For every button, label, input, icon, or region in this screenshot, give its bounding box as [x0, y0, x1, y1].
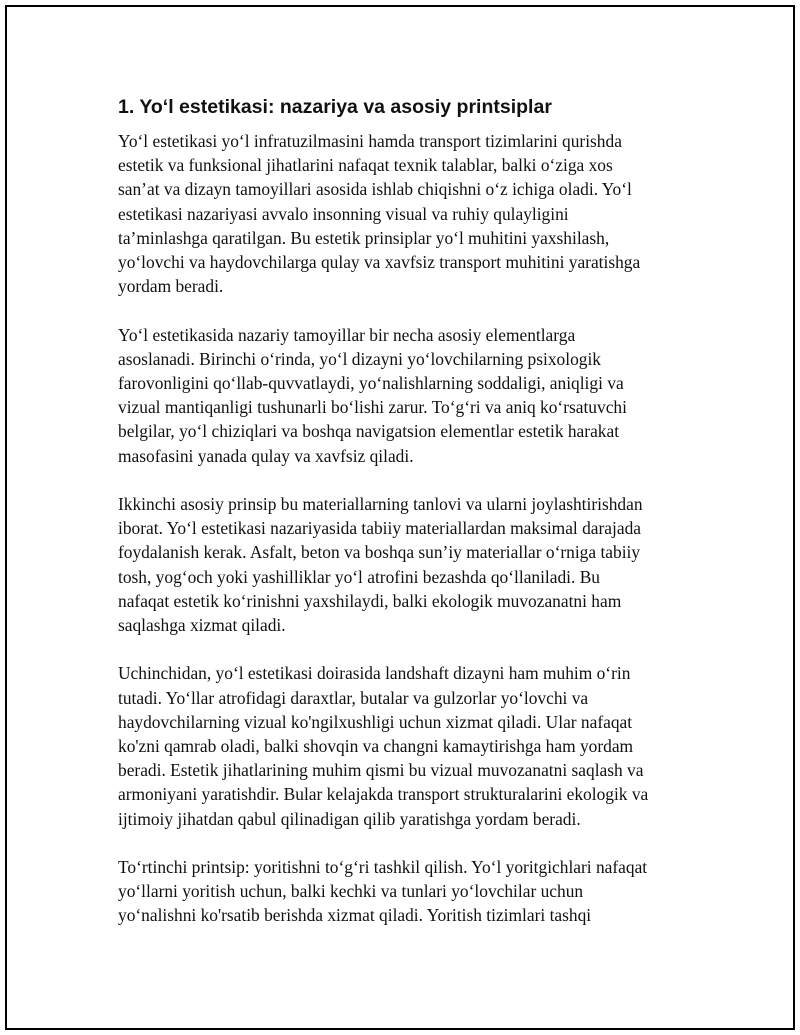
paragraph-4 [118, 661, 693, 830]
paragraph-line: armoniyani yaratishdir. Bular kelajakda transport strukturalarini ekologik va [118, 784, 649, 805]
paragraph-line: nafaqat estetik ko‘rinishni yaxshilaydi, balki ekologik muvozanatni ham [118, 590, 622, 611]
paragraph-line: ta’minlashga qaratilgan. Bu estetik prinsiplar yo‘l muhitini yaxshilash, [118, 227, 610, 248]
paragraph-line: foydalanish kerak. Asfalt, beton va boshqa sun’iy materiallar o‘rniga tabiiy [118, 542, 641, 563]
paragraph-line: masofasini yanada qulay va xavfsiz qiladi. [118, 445, 414, 466]
paragraph-line: asoslanadi. Birinchi o‘rinda, yo‘l dizayni yo‘lovchilarning psixologik [118, 348, 601, 369]
paragraph-1 [118, 129, 693, 298]
paragraph-line: san’at va dizayn tamoyillari asosida ishlab chiqishni o‘z ichiga oladi. Yo‘l [118, 179, 632, 200]
paragraph-line: yo‘llarni yoritish uchun, balki kechki va tunlari yo‘lovchilar uchun [118, 881, 584, 902]
paragraph-line: estetik va funksional jihatlarini nafaqat texnik talablar, balki o‘ziga xos [118, 155, 613, 176]
paragraph-2 [118, 323, 693, 468]
paragraph-line: ijtimoiy jihatdan qabul qilinadigan qilib yaratishga yordam beradi. [118, 808, 581, 829]
paragraph-line: saqlashga xizmat qiladi. [118, 615, 286, 636]
paragraph-line: Uchinchidan, yo‘l estetikasi doirasida landshaft dizayni ham muhim o‘rin [118, 663, 631, 684]
paragraph-line: yo‘lovchi va haydovchilarga qulay va xavfsiz transport muhitini yaratishga [118, 252, 641, 273]
paragraph-line: belgilar, yo‘l chiziqlari va boshqa navigatsion elementlar estetik harakat [118, 421, 620, 442]
paragraph-line: iborat. Yo‘l estetikasi nazariyasida tabiiy materiallardan maksimal darajada [118, 518, 641, 539]
paragraph-5 [118, 855, 693, 928]
paragraph-line: vizual mantiqanligi tushunarli bo‘lishi zarur. To‘g‘ri va aniq ko‘rsatuvchi [118, 397, 627, 418]
section-heading: 1. Yo‘l estetikasi: nazariya va asosiy printsiplar [118, 96, 552, 118]
document-body [118, 94, 693, 952]
paragraph-line: haydovchilarning vizual ko'ngilxushligi uchun xizmat qiladi. Ular nafaqat [118, 711, 633, 732]
paragraph-line: tosh, yog‘och yoki yashilliklar yo‘l atrofini bezashda qo‘llaniladi. Bu [118, 566, 601, 587]
paragraph-line: tutadi. Yo‘llar atrofidagi daraxtlar, butalar va gulzorlar yo‘lovchi va [118, 687, 589, 708]
paragraph-line: Yo‘l estetikasi yo‘l infratuzilmasini hamda transport tizimlarini qurishda [118, 131, 622, 151]
paragraph-line: Ikkinchi asosiy prinsip bu materiallarning tanlovi va ularni joylashtirishdan [118, 494, 643, 515]
paragraph-line: farovonligini qo‘llab-quvvatlaydi, yo‘nalishlarning soddaligi, aniqligi va [118, 373, 624, 394]
paragraph-line: estetikasi nazariyasi avvalo insonning visual va ruhiy qulayligini [118, 203, 569, 224]
paragraph-line: beradi. Estetik jihatlarining muhim qismi bu vizual muvozanatni saqlash va [118, 760, 644, 781]
paragraph-3 [118, 492, 693, 637]
paragraph-line: yo‘nalishni ko'rsatib berishda xizmat qiladi. Yoritish tizimlari tashqi [118, 905, 592, 926]
paragraph-line: yordam beradi. [118, 276, 224, 297]
paragraph-line: ko'zni qamrab oladi, balki shovqin va changni kamaytirishga ham yordam [118, 736, 634, 757]
paragraph-line: To‘rtinchi printsip: yoritishni to‘g‘ri tashkil qilish. Yo‘l yoritgichlari nafaqat [118, 857, 648, 878]
paragraph-line: Yo‘l estetikasida nazariy tamoyillar bir necha asosiy elementlarga [118, 324, 576, 345]
